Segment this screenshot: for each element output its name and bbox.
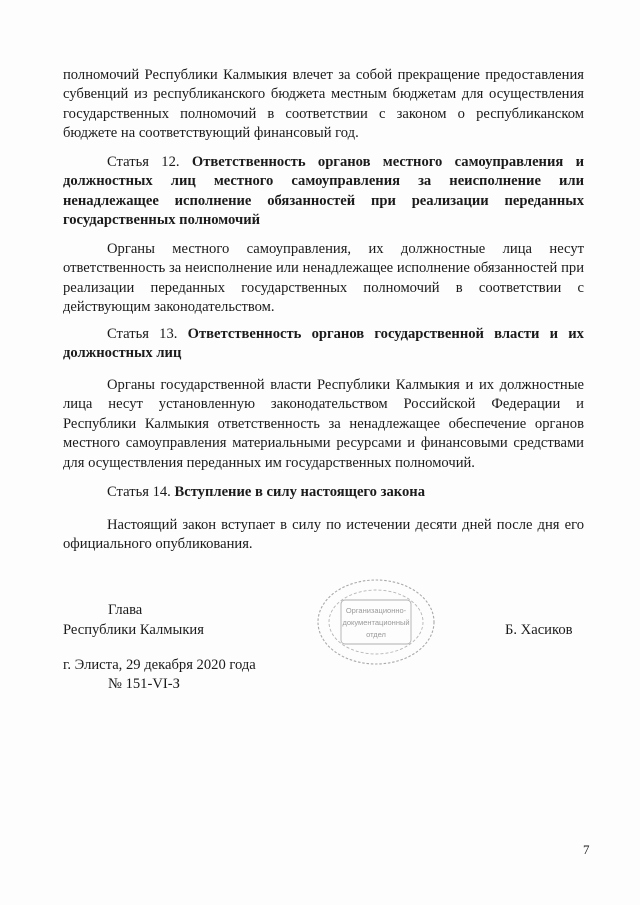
stamp-graphic: [313, 576, 439, 668]
stamp-line-2: документационный: [342, 618, 410, 627]
article-14-text: Настоящий закон вступает в силу по истечении десяти дней после дня его официального опубликования.: [63, 517, 584, 553]
signature-name: Б. Хасиков: [505, 622, 573, 638]
law-number: № 151-VI-З: [108, 676, 180, 692]
article-14-heading: [63, 483, 584, 502]
article-12-title: Ответственность органов местного самоуправления и должностных лиц местного самоуправления за неисполнение или ненадлежащее исполнение обязанностей при реализации переданных государственных полномочий: [63, 154, 584, 229]
place-date: г. Элиста, 29 декабря 2020 года: [63, 657, 256, 673]
paragraph-continuation: полномочий Республики Калмыкия влечет за собой прекращение предоставления субвенций из республиканского бюджета местным бюджетам для осуществления государственных полномочий в соответствии с законом о республиканском бюджете на соответствующий финансовый год.: [63, 67, 584, 142]
article-12-text: Органы местного самоуправления, их должностные лица несут ответственность за неисполнение или ненадлежащее исполнение обязанностей при реализации переданных государственных полномочий в соответствии с действующим законодательством.: [63, 241, 584, 316]
signature-role-line2: Республики Калмыкия: [63, 622, 204, 638]
article-14-label: Статья 14.: [107, 484, 171, 500]
article-14-title: Вступление в силу настоящего закона: [174, 484, 426, 500]
article-13-label: Статья 13.: [107, 326, 178, 342]
signature-role-line1: Глава: [108, 602, 143, 618]
article-12-label: Статья 12.: [107, 154, 180, 170]
article-13-text: Органы государственной власти Республики Калмыкия и их должностные лица несут установленную законодательством Российской Федерации и Республики Калмыкия ответственность за ненадлежащее обеспечение органов местного самоуправления материальными ресурсами и финансовыми средствами для осуществления переданных им государственных полномочий.: [63, 377, 584, 471]
article-13-heading: [63, 325, 584, 364]
article-12-heading: [63, 153, 584, 231]
page-number: 7: [583, 842, 590, 857]
article-13-title: Ответственность органов государственной власти и их должностных лиц: [63, 326, 584, 362]
stamp-line-1: Организационно-: [345, 606, 407, 615]
stamp-line-3: отдел: [366, 630, 386, 639]
official-stamp: [313, 576, 439, 668]
